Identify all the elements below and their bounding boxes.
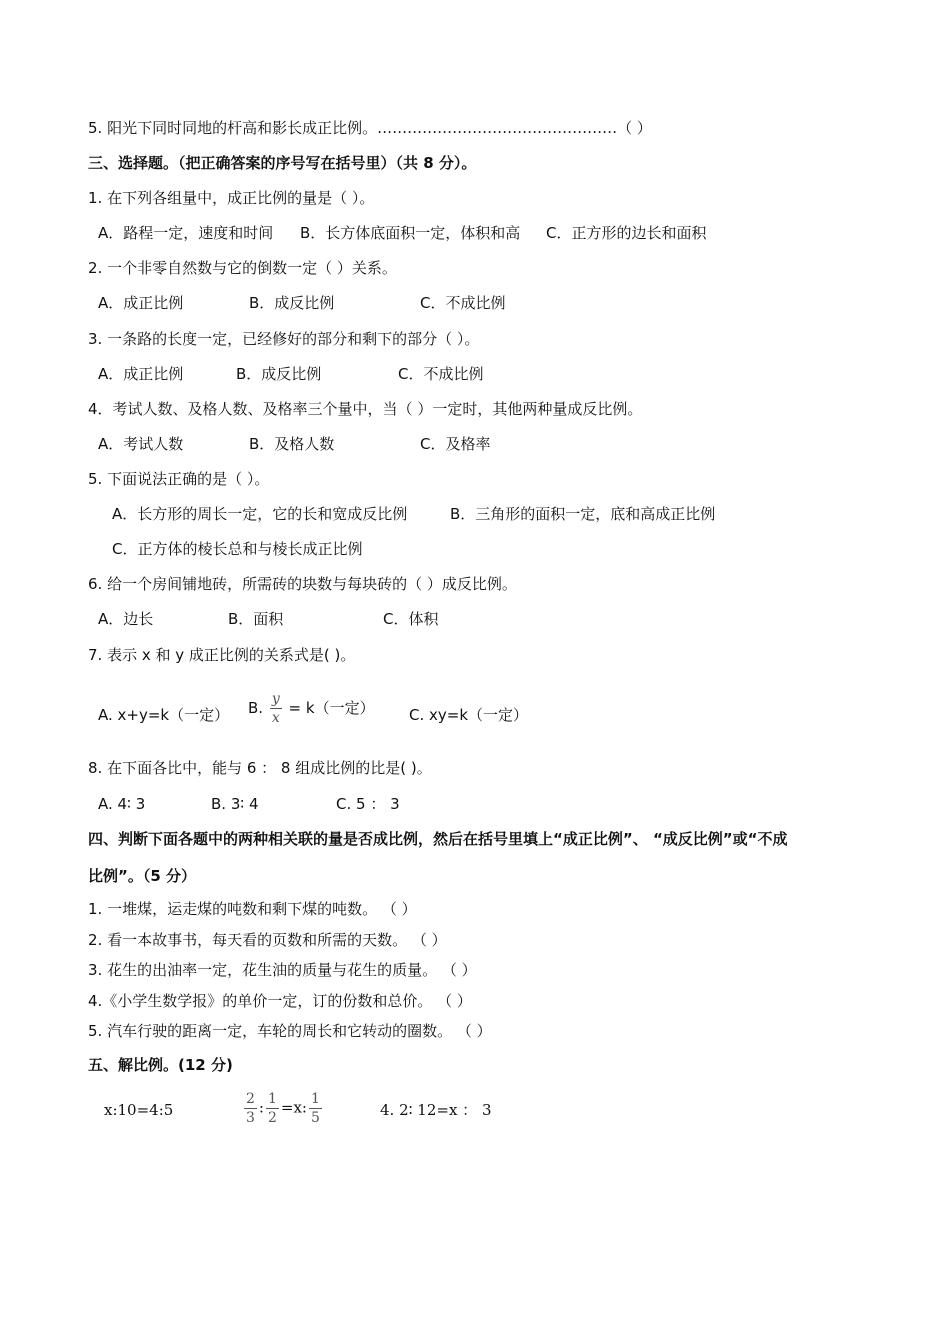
fraction-denominator: x xyxy=(271,710,280,726)
q8-option-c: C. 5 ： 3 xyxy=(336,795,400,813)
q3-option-a: A．成正比例 xyxy=(98,365,184,383)
q8-stem: 8. 在下面各比中，能与 6 ： 8 组成比例的比是( )。 xyxy=(88,759,432,777)
judge-ratio-item-4: 4.《小学生数学报》的单价一定，订的份数和总价。 （ ） xyxy=(88,992,472,1010)
proportion-equation-2 xyxy=(242,1090,324,1127)
q6-option-b: B．面积 xyxy=(228,610,284,628)
judge-ratio-item-2: 2. 看一本故事书，每天看的页数和所需的天数。 （ ） xyxy=(88,931,447,949)
q6-stem: 6. 给一个房间铺地砖，所需砖的块数与每块砖的（ ）成反比例。 xyxy=(88,575,517,593)
q7-stem: 7. 表示 x 和 y 成正比例的关系式是( )。 xyxy=(88,646,356,664)
proportion-equation-1: x:10=4:5 xyxy=(104,1101,174,1119)
q4-option-c: C．及格率 xyxy=(420,435,491,453)
judge-ratio-item-1: 1. 一堆煤，运走煤的吨数和剩下煤的吨数。 （ ） xyxy=(88,900,417,918)
q5-option-b: B．三角形的面积一定，底和高成正比例 xyxy=(450,505,716,523)
fraction-denominator: 3 xyxy=(246,1110,255,1126)
fraction-numerator: 2 xyxy=(246,1091,255,1107)
q8-option-a: A. 4∶ 3 xyxy=(98,795,146,813)
section-4-title-line2: 比例”。（5 分） xyxy=(88,867,197,885)
fraction-one-fifth xyxy=(309,1090,322,1127)
q7-option-c: C. xy=k（一定） xyxy=(409,706,529,724)
fraction-denominator: 2 xyxy=(267,1110,277,1126)
q1-option-c: C．正方形的边长和面积 xyxy=(546,224,707,242)
fraction-one-half xyxy=(266,1090,279,1127)
proportion-equation-3: 4. 2∶ 12=x ： 3 xyxy=(380,1101,492,1119)
q7-option-b-rest: = k（一定） xyxy=(288,699,375,717)
q8-option-b: B. 3∶ 4 xyxy=(211,795,259,813)
q2-option-c: C．不成比例 xyxy=(420,294,506,312)
judge-ratio-item-3: 3. 花生的出油率一定，花生油的质量与花生的质量。 （ ） xyxy=(88,961,477,979)
fraction-numerator: 1 xyxy=(311,1091,320,1107)
section-4-title-line1: 四、判断下面各题中的两种相关联的量是否成比例，然后在括号里填上“成正比例”、 “成反比例”或“不成 xyxy=(88,830,788,848)
q3-stem: 3. 一条路的长度一定，已经修好的部分和剩下的部分（ ）。 xyxy=(88,330,480,348)
ratio-colon: : xyxy=(258,1098,264,1117)
q2-option-b: B．成反比例 xyxy=(249,294,335,312)
q5-option-c: C．正方体的棱长总和与棱长成正比例 xyxy=(112,540,363,558)
judge-ratio-item-5: 5. 汽车行驶的距离一定，车轮的周长和它转动的圈数。 （ ） xyxy=(88,1022,492,1040)
q7-option-b-label: B. xyxy=(248,699,264,717)
fraction-two-thirds xyxy=(244,1090,257,1127)
q2-option-a: A．成正比例 xyxy=(98,294,184,312)
q1-option-a: A．路程一定，速度和时间 xyxy=(98,224,274,242)
q6-option-c: C．体积 xyxy=(383,610,439,628)
q4-option-a: A．考试人数 xyxy=(98,435,184,453)
q3-option-c: C．不成比例 xyxy=(398,365,484,383)
fraction-numerator: 1 xyxy=(267,1091,277,1107)
section-5-title: 五、解比例。(12 分) xyxy=(88,1056,233,1074)
equation-middle: =x: xyxy=(280,1098,307,1117)
q4-stem: 4．考试人数、及格人数、及格率三个量中，当（ ）一定时，其他两种量成反比例。 xyxy=(88,400,643,418)
q3-option-b: B．成反比例 xyxy=(236,365,322,383)
section-3-title: 三、选择题。（把正确答案的序号写在括号里）（共 8 分）。 xyxy=(88,154,477,172)
q7-fraction-y-over-x xyxy=(270,690,282,727)
q5-option-a: A．长方形的周长一定，它的长和宽成反比例 xyxy=(112,505,408,523)
fraction-numerator: y xyxy=(271,691,280,707)
fraction-denominator: 5 xyxy=(311,1110,320,1126)
q2-stem: 2. 一个非零自然数与它的倒数一定（ ）关系。 xyxy=(88,259,397,277)
q5-stem: 5. 下面说法正确的是（ ）。 xyxy=(88,470,270,488)
q7-option-b xyxy=(248,690,375,727)
judge-item-5: 5. 阳光下同时同地的杆高和影长成正比例。…………………………………………（ ） xyxy=(88,119,652,137)
q1-stem: 1. 在下列各组量中，成正比例的量是（ ）。 xyxy=(88,189,375,207)
q4-option-b: B．及格人数 xyxy=(249,435,335,453)
q7-option-a: A. x+y=k（一定） xyxy=(98,706,230,724)
q6-option-a: A．边长 xyxy=(98,610,154,628)
q1-option-b: B．长方体底面积一定，体积和高 xyxy=(300,224,521,242)
